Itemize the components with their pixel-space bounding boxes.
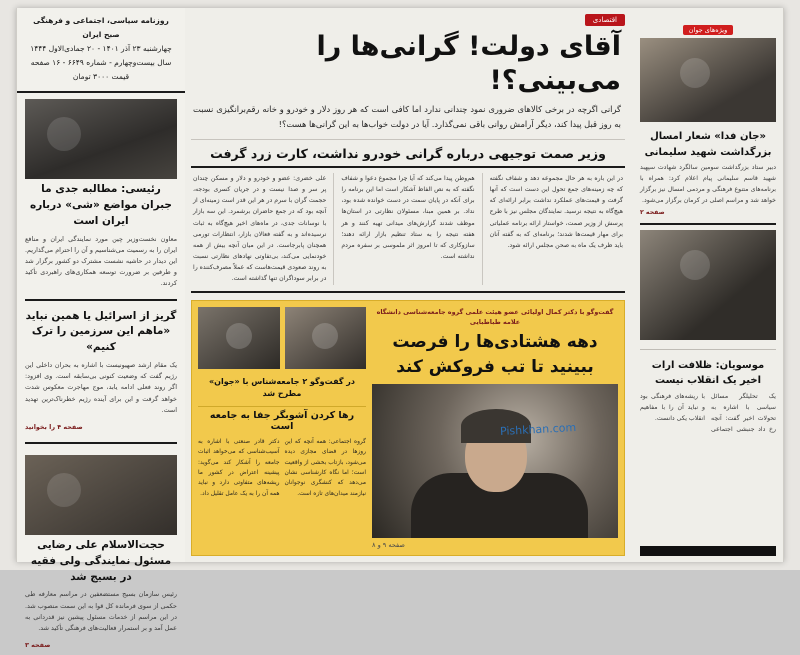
section-badge: اقتصادی xyxy=(585,14,625,26)
paper-descriptor: روزنامه سیاسی، اجتماعی و فرهنگی صبح ایران xyxy=(33,16,169,39)
left-photo-1 xyxy=(640,38,776,122)
divider xyxy=(640,349,776,350)
left-article-page-ref[interactable]: صفحه ۲ xyxy=(640,208,665,216)
watermark-text: Pishkhan.com xyxy=(499,420,577,438)
feature-interviewee: گفت‌وگو با دکتر کمال اولیائی عضو هیئت علمی گروه جامعه‌شناسی دانشگاه علامه طباطبایی xyxy=(376,307,614,326)
paper-metadata xyxy=(17,8,185,93)
divider xyxy=(640,223,776,225)
column-divider xyxy=(333,173,334,285)
left-section-badge: ویژه‌های جوان xyxy=(683,25,733,35)
lead-column: هم‌وطن پیدا می‌کند که آیا چرا مجموع دعوا و شفاف نگفته که به نص الفاظ آشکار است اما این برنامه را برای آنکه در پایان سمت در دست خوانده شده بود، نداد. بر همین مبنا، مسئولان نظارتی در استان‌ها موظف شدند گزارش‌های میدانی تهیه کنند و هر هفته نتیجه را به ستاد تنظیم بازار ارائه دهند؛ سازوکاری که تا امروز اثر ملموسی بر سفره مردم نداشته است. xyxy=(341,175,475,261)
left-article-body: دبیر ستاد بزرگداشت سومین سالگرد شهادت سپهبد شهید قاسم سلیمانی پیام اعلام کرد: همراه با برنامه‌های متنوع فرهنگی و مردمی امسال نیز برگزار خواهد شد و مراسم اصلی در کرمان برگزار می‌شود. xyxy=(640,164,776,205)
lead-column: در این باره به هر حال مجموعه دهد و شفاف نگفته که چه زمینه‌های جمع تحول این دست است که آنها گرفت و قیمت‌های عملکرد نداشت برابر ارائه‌ای که هیچ‌گاه به نتیجه نرسید. نمایندگان مجلس نیز با طرح پرسش از وزیر صمت، خواستار ارائه برنامه عملیاتی برای مهار قیمت‌ها شدند؛ برنامه‌ای که به گفته آنان باید ظرف یک ماه به صحن مجلس ارائه شود. xyxy=(489,175,623,249)
feature-main-photo xyxy=(372,384,618,538)
article-photo xyxy=(25,455,177,535)
paper-price: قیمت ۳۰۰۰ تومان xyxy=(72,71,130,81)
article-body: رئیس سازمان بسیج مستضعفین در مراسم معارفه طی حکمی از سوی فرمانده کل قوا به این سمت منصوب شد. در این مراسم از خدمات مسئول پیشین نیز قدردانی به عمل آمد و بر استمرار فعالیت‌های فرهنگی تأکید شد. xyxy=(25,590,177,632)
newspaper-sheet xyxy=(16,8,784,650)
article-page-ref[interactable]: صفحه ۳ xyxy=(25,641,51,650)
feature-page-ref: صفحه ۹ و ۸ xyxy=(372,541,405,549)
article-title: گریز از اسرائیل یا همین نباید «ماهم این سرزمین را ترک کنیم» xyxy=(25,309,177,354)
left-photo-2 xyxy=(640,230,776,340)
right-sidebar-news xyxy=(17,93,185,655)
feature-body-columns xyxy=(198,437,366,549)
left-article-body: یک تحلیلگر مسائل سیاسی با اشاره به تحولات اخیر گفت: آنچه رخ داد جنبشی اجتماعی با ریشه‌های فرهنگی بود و نباید آن را با مفاهیم انقلاب یکی دانست. xyxy=(640,392,776,434)
lead-subtitle: گرانی اگرچه در برخی کالاهای ضروری نمود چندانی ندارد اما کافی است که هر روز دلار و خودرو و خانه رقم‌برانگیزی نسبت به روز قبل پیدا کند، دیگر آرامش روانی باقی نمی‌گذارد. آیا در دولت خواب‌ها به این گرانی‌ها هست؟! xyxy=(191,102,625,141)
left-badge-row xyxy=(640,17,776,36)
lead-headline: آقای دولت! گرانی‌ها را می‌بینی؟! xyxy=(316,31,621,96)
paper-issue: سال بیست‌وچهارم - شماره ۶۶۴۹ - ۱۶ صفحه xyxy=(30,57,172,67)
feature-column: گروه اجتماعی: همه آنچه که این روزها در فضای مجازی دیده می‌شود، بازتاب بخشی از واقعیت است؛ اما نگاه کارشناسی نشان می‌دهد که کنشگری نوجوانان نیازمند میدان‌های تازه است. xyxy=(284,439,366,497)
masthead-column xyxy=(16,8,185,650)
feature-column: دکتر قادر صنعتی با اشاره به آسیب‌شناسی که می‌خواهد اثبات جامعه را آشکار کند می‌گوید: پیشینه اعتراض در کشور ما ریشه‌های متفاوتی دارد و نباید همه آن را به یک عامل تقلیل داد. xyxy=(198,439,280,497)
sidebar-article-1 xyxy=(17,93,185,293)
kicker-row xyxy=(191,14,625,26)
divider xyxy=(25,442,177,444)
feature-left-panel xyxy=(372,307,618,549)
feature-caption: در گفت‌وگو ۲ جامعه‌شناس با «جوان» مطرح شد xyxy=(208,376,356,399)
article-body: یک مقام ارشد صهیونیست با اشاره به بحران داخلی این رژیم گفت که وضعیت کنونی بی‌سابقه است. وی افزود: اگر روند فعلی ادامه یابد، موج مهاجرت معکوس شدت خواهد گرفت و این برای آینده رژیم خطرناک‌ترین تهدید است. xyxy=(25,360,177,414)
lead-body-columns xyxy=(191,168,625,293)
left-sidebar xyxy=(633,8,784,562)
feature-right-panel xyxy=(198,307,366,549)
article-body: معاون نخست‌وزیر چین مورد نمایندگی ایران و منافع ایران را به رسمیت می‌شناسیم و آن را احترام می‌گذاریم. این دیدار در حاشیه نشست مشترک دو کشور برگزار شد و طرفین بر ضرورت توسعه همکاری‌های راهبردی تأکید کردند. xyxy=(25,234,177,288)
article-photo xyxy=(25,99,177,179)
article-title: رئیسی: مطالبه جدی ما جبران مواضع «شی» درباره ایران است xyxy=(30,183,172,227)
feature-photo-2 xyxy=(285,307,367,369)
feature-photo-1 xyxy=(198,307,280,369)
bottom-black-bar xyxy=(640,546,776,556)
article-page-ref[interactable]: صفحه ۴ را بخوانید xyxy=(25,422,83,431)
main-column xyxy=(185,8,633,562)
feature-pull-quote: دهه هشتادی‌ها را فرصت ببینید تا تب فروکش کند xyxy=(392,332,598,377)
sidebar-article-3 xyxy=(17,449,185,655)
feature-headline: رها کردن آشوبگر جفا به جامعه است xyxy=(198,406,366,432)
divider xyxy=(25,299,177,301)
lead-column: علی خضری: عضو و خودرو و دلار و مسکن چندان پر سر و صدا نیست و در جریان کسری بودجه، حجمت گران با سرم در هر این قدر است زمینه‌ای از آنچه بود که در جمع حاضران برشمرد. این سه بازار با نوسانات جدی، در ماه‌های اخیر هیچ‌گاه به ثبات نرسیده‌اند و به گفته فعالان بازار، انتظارات تورمی همچنان پابرجاست. در این میان آنچه بیش از همه خودنمایی می‌کند، بی‌تفاوتی نهادهای نظارتی نسبت به روند صعودی قیمت‌هاست که عملاً مصرف‌کننده را در برابر سوداگران تنها گذاشته است. xyxy=(193,175,327,283)
left-article-title: موسویان: ظلافت ارات اخیر یک انقلاب نیست xyxy=(651,359,765,387)
feature-box xyxy=(191,300,625,556)
column-divider xyxy=(482,173,483,285)
article-title: حجت‌الاسلام علی رضایی مسئول نمایندگی ولی فقیه در بسیج شد xyxy=(30,539,172,583)
sidebar-article-2 xyxy=(17,306,185,437)
lead-subhead: وزیر صمت توجیهی درباره گرانی خودرو نداشت، کارت زرد گرفت xyxy=(191,140,625,168)
feature-photo-pair xyxy=(198,307,366,369)
left-article-title: «جان فدا» شعار امسال بزرگداشت شهید سلیمانی xyxy=(644,131,772,158)
paper-date: چهارشنبه ۲۳ آذر ۱۴۰۱ - ۲۰ جمادی‌الاول ۱۴۴۴ xyxy=(30,43,172,53)
